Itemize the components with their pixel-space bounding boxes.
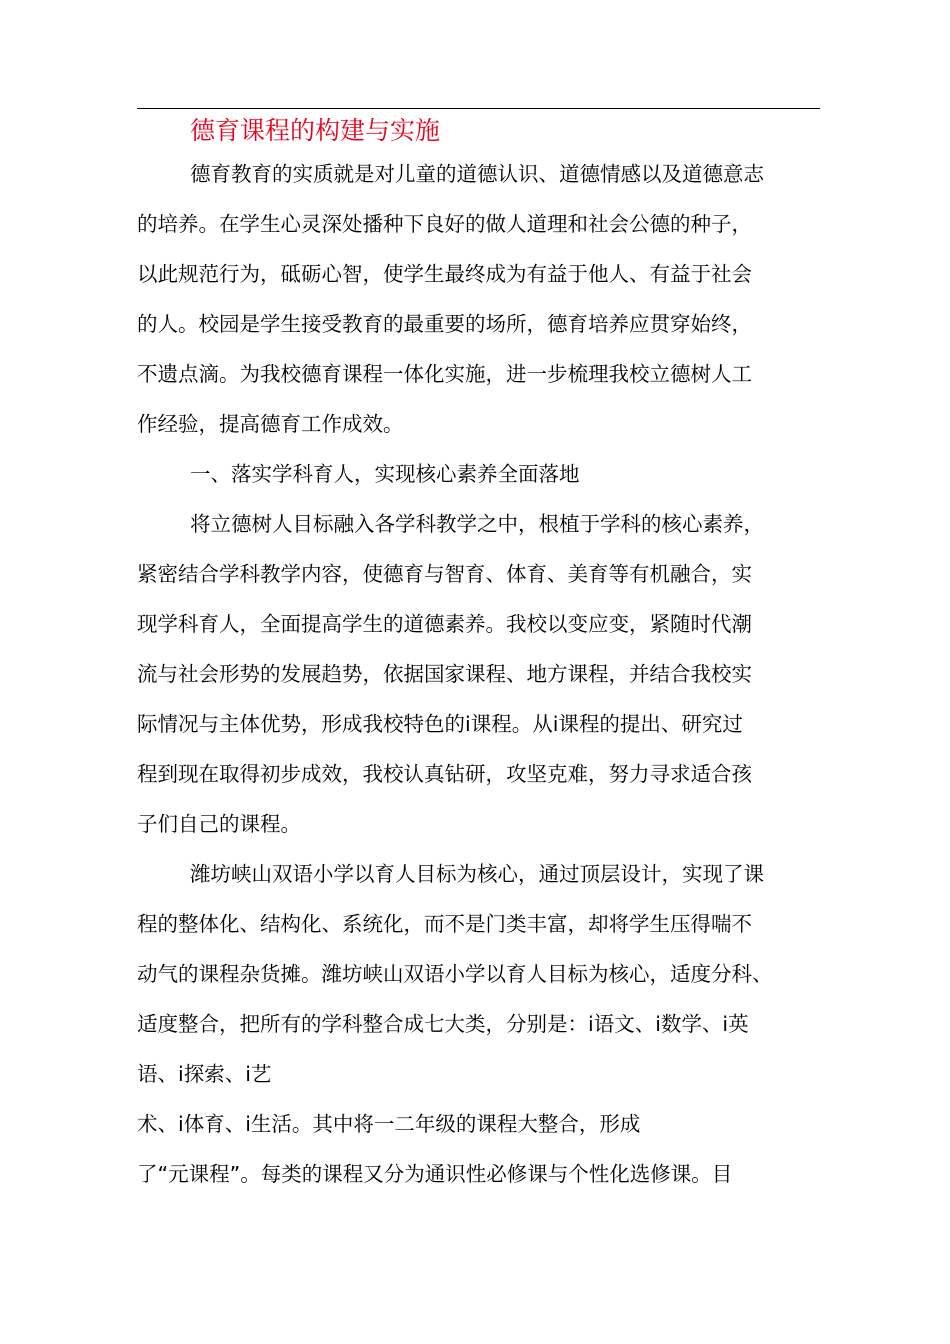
paragraph-line: 的人。校园是学生接受教育的最重要的场所，德育培养应贯穿始终， [137,312,752,336]
paragraph-line: 子们自己的课程。 [137,812,301,836]
paragraph-line: 将立德树人目标融入各学科教学之中，根植于学科的核心素养， [190,512,764,536]
paragraph-line: 语、i探索、i艺 [137,1062,272,1086]
paragraph-line: 不遗点滴。为我校德育课程一体化实施，进一步梳理我校立德树人工 [137,362,752,386]
paragraph-line: 现学科育人，全面提高学生的道德素养。我校以变应变，紧随时代潮 [137,612,752,636]
paragraph-line: 程到现在取得初步成效，我校认真钻研，攻坚克难，努力寻求适合孩 [137,762,752,786]
paragraph-line: 适度整合，把所有的学科整合成七大类，分别是：i语文、i数学、i英 [137,1012,749,1036]
paragraph-line: 作经验，提高德育工作成效。 [137,412,404,436]
header-rule [137,108,820,109]
paragraph-line: 以此规范行为，砥砺心智，使学生最终成为有益于他人、有益于社会 [137,262,752,286]
document-title: 德育课程的构建与实施 [190,116,441,145]
paragraph-line: 了“元课程”。每类的课程又分为通识性必修课与个性化选修课。目 [137,1162,733,1186]
paragraph-line: 程的整体化、结构化、系统化，而不是门类丰富，却将学生压得喘不 [137,912,752,936]
paragraph-line: 流与社会形势的发展趋势，依据国家课程、地方课程，并结合我校实 [137,662,752,686]
paragraph-line: 际情况与主体优势，形成我校特色的i课程。从i课程的提出、研究过 [137,712,743,736]
paragraph-line: 的培养。在学生心灵深处播种下良好的做人道理和社会公德的种子， [137,212,752,236]
paragraph-line: 紧密结合学科教学内容，使德育与智育、体育、美育等有机融合，实 [137,562,752,586]
paragraph-line: 德育教育的实质就是对儿童的道德认识、道德情感以及道德意志 [190,162,764,186]
paragraph-line: 术、i体育、i生活。其中将一二年级的课程大整合，形成 [137,1112,641,1136]
paragraph-line: 动气的课程杂货摊。潍坊峡山双语小学以育人目标为核心，适度分科、 [137,962,773,986]
paragraph-line: 潍坊峡山双语小学以育人目标为核心，通过顶层设计，实现了课 [190,862,764,886]
section-heading: 一、落实学科育人，实现核心素养全面落地 [190,462,580,486]
